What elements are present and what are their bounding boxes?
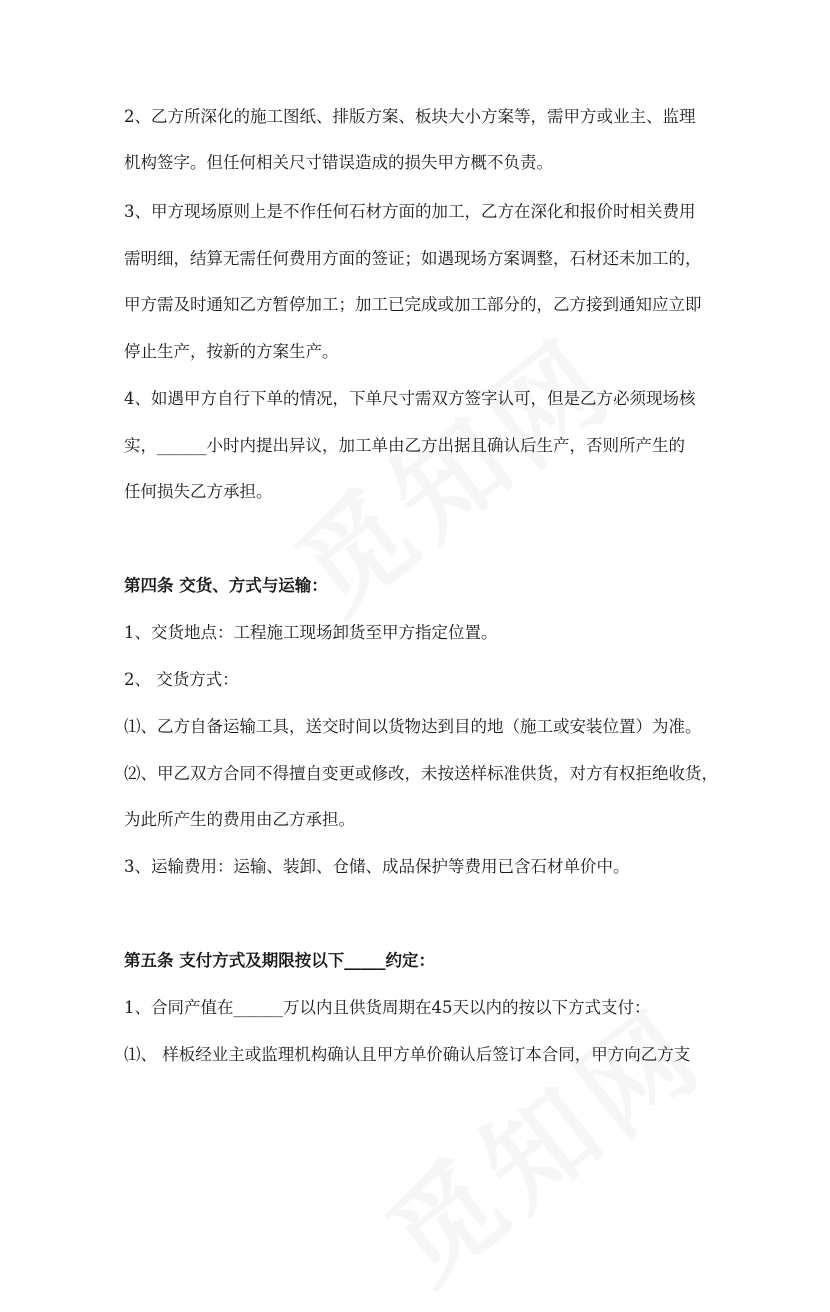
paragraph-line: 2、 交货方式： — [124, 670, 239, 689]
paragraph-line: 2、乙方所深化的施工图纸、排版方案、板块大小方案等，需甲方或业主、监理 — [124, 107, 696, 126]
paragraph-line: 需明细，结算无需任何费用方面的签证；如遇现场方案调整，石材还未加工的， — [124, 249, 702, 268]
paragraph-line: 停止生产，按新的方案生产。 — [124, 342, 339, 361]
paragraph-line: 机构签字。但任何相关尺寸错误造成的损失甲方概不负责。 — [124, 153, 553, 172]
paragraph-line: 为此所产生的费用由乙方承担。 — [124, 810, 355, 829]
paragraph-line: 3、运输费用：运输、装卸、仓储、成品保护等费用已含石材单价中。 — [124, 857, 630, 876]
section-heading: 第四条 交货、方式与运输： — [124, 576, 328, 595]
paragraph-line: 3、甲方现场原则上是不作任何石材方面的加工，乙方在深化和报价时相关费用 — [124, 202, 696, 221]
paragraph-line: 4、如遇甲方自行下单的情况，下单尺寸需双方签字认可，但是乙方必须现场核 — [124, 389, 696, 408]
paragraph-line: ⑴、 样板经业主或监理机构确认且甲方单价确认后签订本合同，甲方向乙方支 — [124, 1045, 691, 1064]
paragraph-line: 甲方需及时通知乙方暂停加工；加工已完成或加工部分的，乙方接到通知应立即 — [124, 295, 702, 314]
paragraph-line: ⑵、甲乙双方合同不得擅自变更或修改，未按送样标准供货，对方有权拒绝收货， — [124, 764, 718, 783]
paragraph-line: 任何损失乙方承担。 — [124, 482, 273, 501]
paragraph-line: 1、合同产值在______万以内且供货周期在45天以内的按以下方式支付： — [124, 998, 651, 1017]
section-heading: 第五条 支付方式及期限按以下_____约定： — [124, 951, 435, 970]
paragraph-line: ⑴、乙方自备运输工具，送交时间以货物达到目的地（施工或安装位置）为准。 — [124, 717, 702, 736]
paragraph-line: 1、交货地点：工程施工现场卸货至甲方指定位置。 — [124, 623, 498, 642]
paragraph-line: 实，______小时内提出异议，加工单由乙方出据且确认后生产，否则所产生的 — [124, 436, 685, 455]
